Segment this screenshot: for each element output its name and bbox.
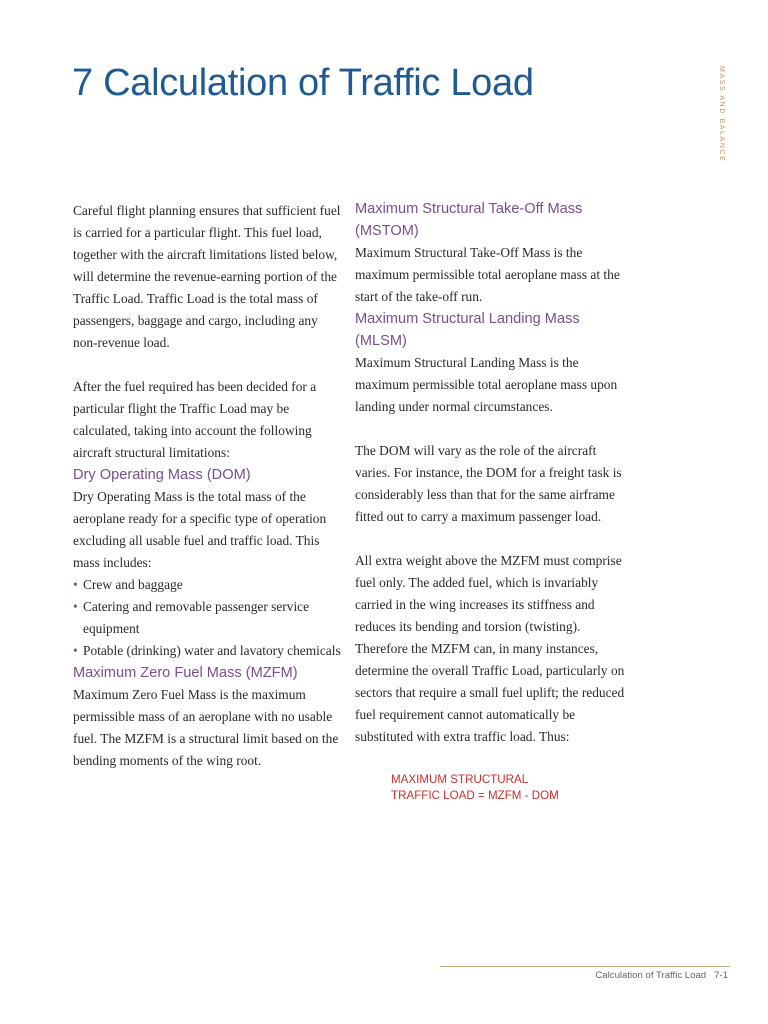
page-footer (595, 970, 728, 981)
intro-paragraph: Careful flight planning ensures that sufficient fuel is carried for a particular flight. This fuel load, together with the aircraft limitations listed below, will determine the revenue-earning portion of the Traffic Load. Traffic Load is the total mass of passengers, baggage and cargo, including any non-revenue load. (73, 203, 341, 350)
dom-vary-paragraph: The DOM will vary as the role of the aircraft varies. For instance, the DOM for a freight task is considerably less than that for the same airframe fitted out to carry a maximum passenger load. (355, 443, 622, 524)
dom-paragraph: Dry Operating Mass is the total mass of the aeroplane ready for a specific type of operation excluding all usable fuel and traffic load. This mass includes: (73, 489, 327, 570)
mzfm-paragraph: Maximum Zero Fuel Mass is the maximum permissible mass of an aeroplane with no usable fuel. The MZFM is a structural limit based on the bending moments of the wing root. (73, 687, 339, 768)
mstom-paragraph: Maximum Structural Take-Off Mass is the maximum permissible total aeroplane mass at the start of the take-off run. (355, 245, 620, 304)
mzfm-heading: Maximum Zero Fuel Mass (MZFM) (73, 665, 298, 681)
mslm-heading: Maximum Structural Landing Mass (MLSM) (355, 311, 580, 349)
fuel-paragraph: After the fuel required has been decided for a particular flight the Traffic Load may be calculated, taking into account the following aircraft structural limitations: (73, 379, 317, 460)
footer-rule (440, 966, 730, 967)
extra-weight-paragraph: All extra weight above the MZFM must comprise fuel only. The added fuel, which is invariably carried in the wing increases its stiffness and reduces its bending and torsion (twisting). Therefore the MZFM can, in many instances, determine the overall Traffic Load, particularly on sectors that require a small fuel uplift; the reduced fuel requirement cannot automatically be substituted with extra traffic load. Thus: (355, 553, 625, 744)
footer-label: Calculation of Traffic Load (595, 970, 707, 981)
section-tab: MASS AND BALANCE (718, 66, 725, 163)
page-number: 7-1 (714, 970, 728, 981)
dom-list (73, 574, 345, 662)
mstom-heading: Maximum Structural Take-Off Mass (MSTOM) (355, 201, 583, 239)
mslm-paragraph: Maximum Structural Landing Mass is the maximum permissible total aeroplane mass upon landing under normal circumstances. (355, 355, 618, 414)
list-item: • Catering and removable passenger service equipment (73, 596, 345, 640)
formula-line: TRAFFIC LOAD = MZFM - DOM (391, 789, 559, 802)
page-title: 7 Calculation of Traffic Load (72, 62, 534, 104)
traffic-load-formula (391, 772, 627, 804)
list-item: • Potable (drinking) water and lavatory chemicals (73, 640, 345, 662)
list-item: • Crew and baggage (73, 574, 345, 596)
right-column (355, 198, 627, 804)
formula-line: MAXIMUM STRUCTURAL (391, 773, 529, 786)
left-column (73, 200, 345, 772)
dom-heading: Dry Operating Mass (DOM) (73, 467, 251, 483)
